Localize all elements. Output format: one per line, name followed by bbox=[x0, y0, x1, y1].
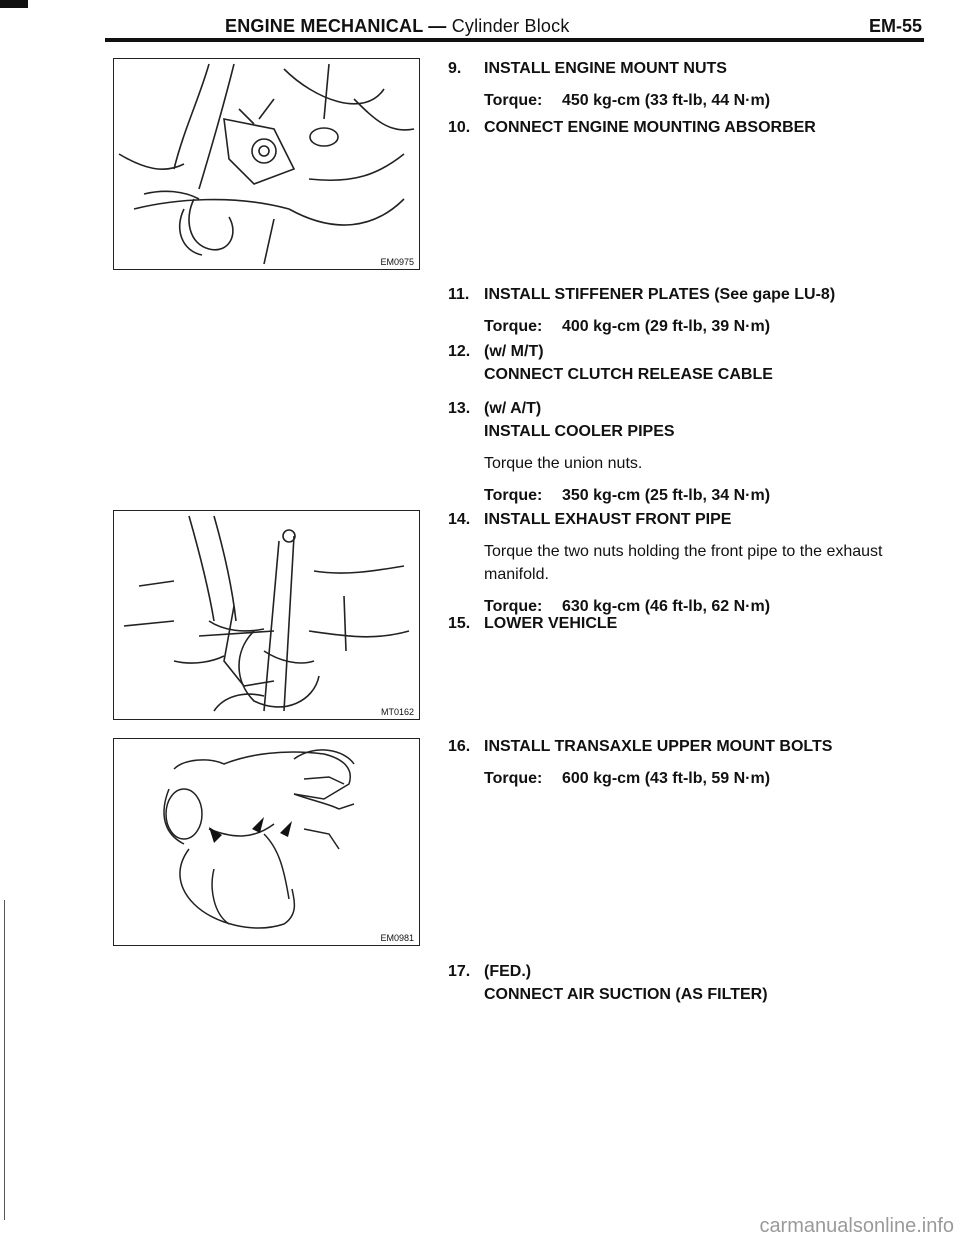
torque-label: Torque: bbox=[484, 318, 543, 335]
step-qualifier: (w/ A/T) bbox=[484, 400, 542, 417]
figure-code: MT0162 bbox=[380, 707, 414, 717]
torque-spec bbox=[484, 484, 928, 507]
step-title: INSTALL TRANSAXLE UPPER MOUNT BOLTS bbox=[484, 738, 833, 755]
torque-label: Torque: bbox=[484, 92, 543, 109]
step-title: LOWER VEHICLE bbox=[484, 615, 618, 632]
step-qualifier: (FED.) bbox=[484, 963, 532, 980]
figure-code: EM0975 bbox=[380, 257, 414, 267]
step-number: 15. bbox=[448, 615, 471, 632]
torque-spec bbox=[484, 315, 928, 338]
figure-transaxle-mount bbox=[113, 738, 420, 946]
torque-label: Torque: bbox=[484, 598, 543, 615]
step-note: Torque the union nuts. bbox=[484, 455, 643, 472]
corner-mark bbox=[0, 0, 28, 8]
header-rule bbox=[105, 38, 924, 42]
torque-label: Torque: bbox=[484, 487, 543, 504]
step-number: 9. bbox=[448, 60, 462, 77]
step-note: Torque the two nuts holding the front pipe to the exhaust manifold. bbox=[484, 543, 883, 583]
step-title: INSTALL ENGINE MOUNT NUTS bbox=[484, 60, 727, 77]
figure-exhaust-pipe bbox=[113, 510, 420, 720]
torque-value: 400 kg-cm (29 ft-lb, 39 N·m) bbox=[562, 318, 771, 335]
torque-value: 600 kg-cm (43 ft-lb, 59 N·m) bbox=[562, 770, 771, 787]
torque-spec bbox=[484, 767, 928, 790]
watermark: carmanualsonline.info bbox=[759, 1215, 954, 1237]
step-title: CONNECT CLUTCH RELEASE CABLE bbox=[484, 366, 773, 383]
step-number: 12. bbox=[448, 343, 471, 360]
exhaust-pipe-illustration bbox=[114, 511, 419, 719]
header-section: ENGINE MECHANICAL — bbox=[225, 16, 447, 36]
step-title: CONNECT ENGINE MOUNTING ABSORBER bbox=[484, 119, 816, 136]
page-code: EM-55 bbox=[868, 16, 922, 36]
step-title: INSTALL COOLER PIPES bbox=[484, 423, 675, 440]
step-number: 13. bbox=[448, 400, 471, 417]
step-title: CONNECT AIR SUCTION (AS FILTER) bbox=[484, 986, 768, 1003]
margin-line bbox=[4, 900, 5, 1220]
torque-value: 630 kg-cm (46 ft-lb, 62 N·m) bbox=[562, 598, 771, 615]
step-number: 14. bbox=[448, 511, 471, 528]
torque-value: 450 kg-cm (33 ft-lb, 44 N·m) bbox=[562, 92, 771, 109]
engine-mount-illustration bbox=[114, 59, 419, 269]
step-number: 16. bbox=[448, 738, 471, 755]
torque-value: 350 kg-cm (25 ft-lb, 34 N·m) bbox=[562, 487, 771, 504]
page-header bbox=[225, 16, 570, 37]
figure-code: EM0981 bbox=[380, 933, 414, 943]
step-number: 10. bbox=[448, 119, 471, 136]
step-qualifier: (w/ M/T) bbox=[484, 343, 544, 360]
torque-label: Torque: bbox=[484, 770, 543, 787]
step-number: 11. bbox=[448, 286, 470, 303]
step-title: INSTALL STIFFENER PLATES (See gape LU-8) bbox=[484, 286, 836, 303]
transaxle-illustration bbox=[114, 739, 419, 945]
step-title: INSTALL EXHAUST FRONT PIPE bbox=[484, 511, 732, 528]
step-number: 17. bbox=[448, 963, 471, 980]
torque-spec bbox=[484, 89, 928, 112]
header-subsection: Cylinder Block bbox=[451, 16, 570, 36]
figure-engine-mount bbox=[113, 58, 420, 270]
